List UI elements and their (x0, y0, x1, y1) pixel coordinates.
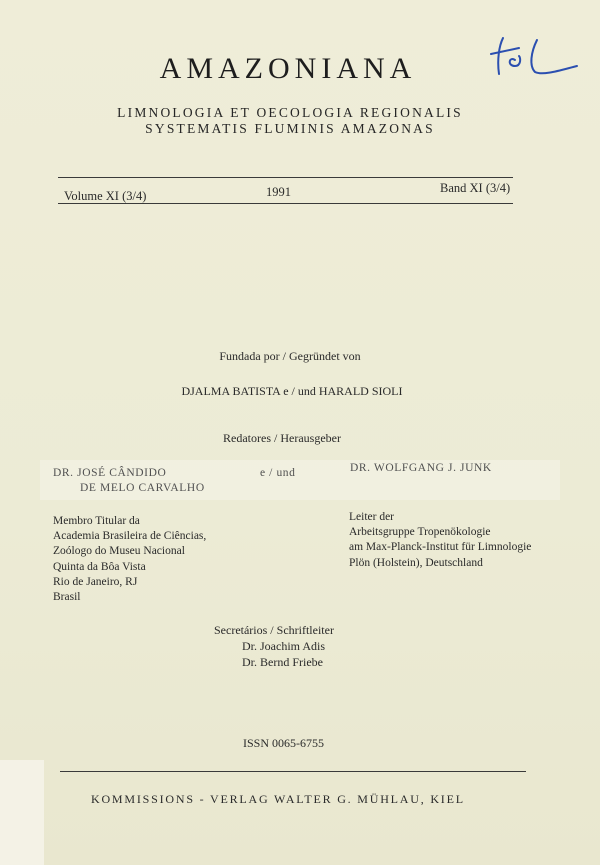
publisher-imprint: KOMMISSIONS - VERLAG WALTER G. MÜHLAU, KIEL (91, 792, 465, 806)
editor-left-name-line2: DE MELO CARVALHO (80, 482, 205, 494)
volume-portuguese: Volume XI (3/4) (64, 189, 147, 203)
secretaries-label: Secretários / Schriftleiter (214, 623, 334, 637)
issue-year: 1991 (266, 185, 291, 199)
affiliation-line: Academia Brasileira de Ciências, (53, 530, 207, 543)
editors-label: Redatores / Herausgeber (223, 431, 341, 445)
issn-number: ISSN 0065-6755 (243, 736, 325, 750)
editor-right-affiliation (349, 510, 531, 571)
affiliation-line: Plön (Holstein), Deutschland (349, 556, 483, 569)
affiliation-line: am Max-Planck-Institut für Limnologie (349, 541, 532, 554)
bottom-rule (58, 203, 513, 204)
founders-label: Fundada por / Gegründet von (219, 349, 361, 363)
affiliation-line: Brasil (53, 591, 81, 604)
journal-title: AMAZONIANA (159, 52, 417, 85)
founders-names: DJALMA BATISTA e / und HARALD SIOLI (181, 384, 403, 398)
volume-german: Band XI (3/4) (440, 181, 511, 195)
library-sticker (0, 760, 44, 865)
affiliation-line: Rio de Janeiro, RJ (53, 575, 138, 588)
secretary-name-2: Dr. Bernd Friebe (242, 655, 323, 669)
editor-left-affiliation (53, 514, 206, 605)
affiliation-line: Zoólogo do Museu Nacional (53, 545, 185, 558)
affiliation-line: Membro Titular da (53, 515, 140, 527)
publisher-rule (60, 771, 526, 772)
journal-subtitle-line2: SYSTEMATIS FLUMINIS AMAZONAS (145, 121, 435, 136)
affiliation-line: Arbeitsgruppe Tropenökologie (349, 526, 491, 539)
editor-right-name: DR. WOLFGANG J. JUNK (350, 462, 492, 474)
secretary-name-1: Dr. Joachim Adis (242, 639, 325, 653)
editor-connector: e / und (260, 467, 296, 479)
journal-subtitle-line1: LIMNOLOGIA ET OECOLOGIA REGIONALIS (117, 105, 463, 120)
affiliation-line: Quinta da Bôa Vista (53, 560, 146, 573)
editor-left-name-line1: DR. JOSÉ CÂNDIDO (53, 467, 167, 479)
top-rule (58, 177, 513, 178)
affiliation-line: Leiter der (349, 511, 395, 523)
